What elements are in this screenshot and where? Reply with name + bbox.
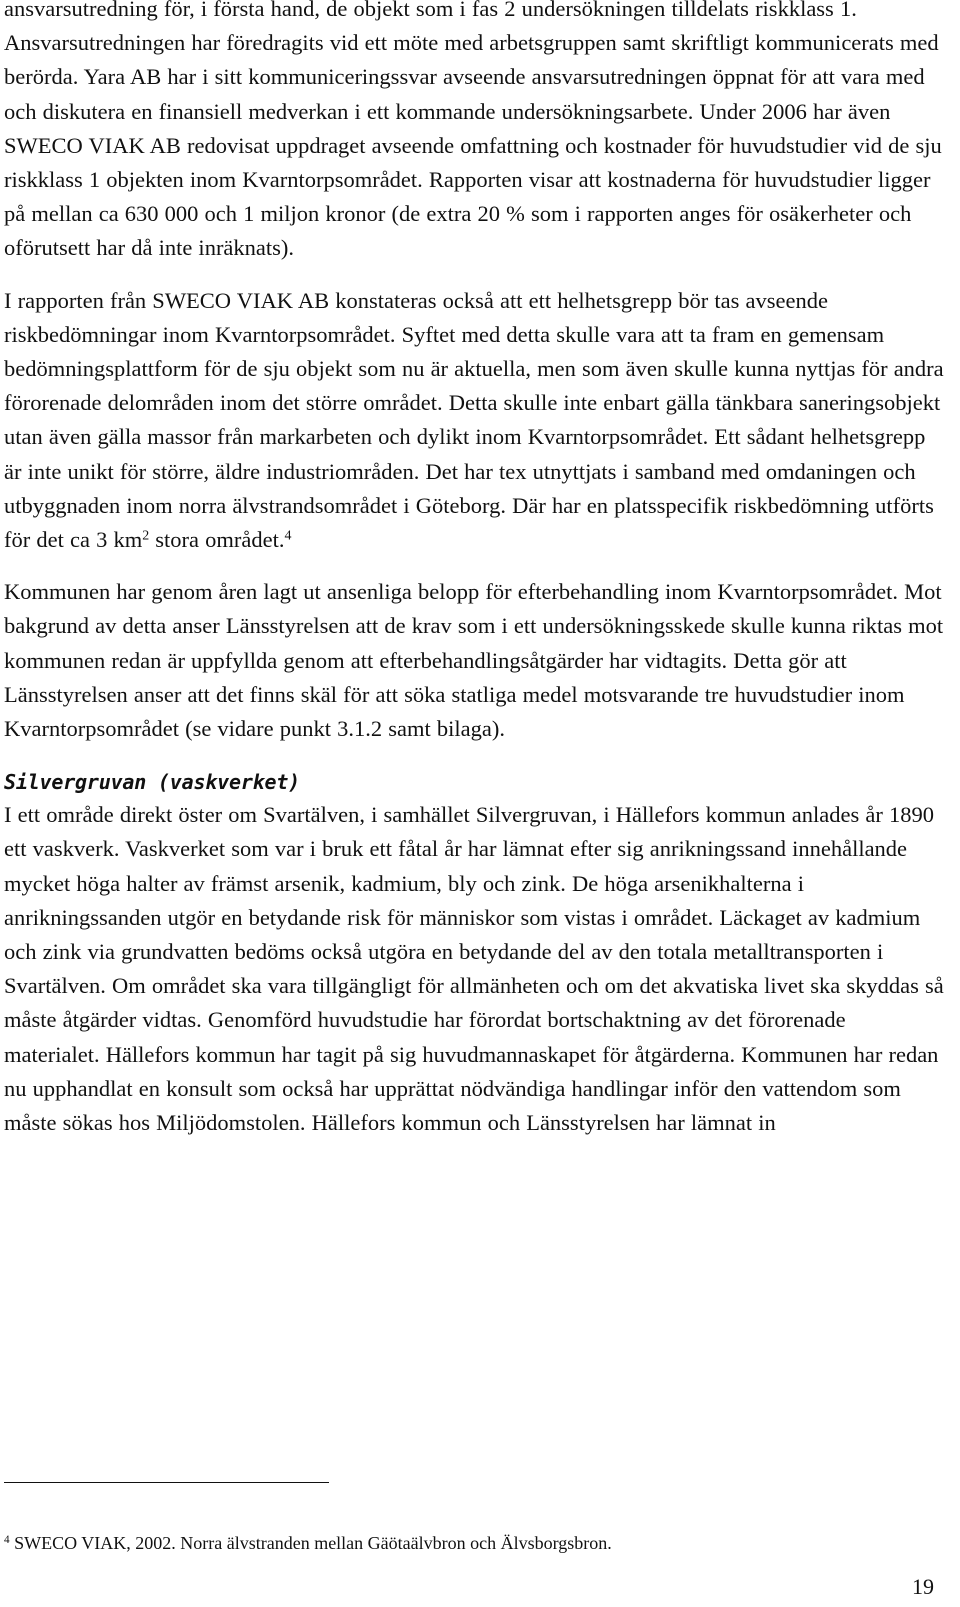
paragraph-kommunen: Kommunen har genom åren lagt ut ansenliga belopp för efterbehandling inom Kvarntorpsområdet. Mot bakgrund av detta anser Länsstyrelsen att de krav som i ett undersökningsskede skulle kunna riktas mot kommunen redan är uppfyllda genom att efterbehandlingsåtgärder har vidtagits. Detta gör att Länsstyrelsen anser att det finns skäl för att söka statliga medel motsvarande tre huvudstudier inom Kvarntorpsområdet (se vidare punkt 3.1.2 samt bilaga). <box>4 579 944 742</box>
paragraph-helhetsgrepp-text: I rapporten från SWECO VIAK AB konstateras också att ett helhetsgrepp bör tas avseende riskbedömningar inom Kvarntorpsområdet. Syftet med detta skulle vara att ta fram en gemensam bedömningsplattform för de sju objekt som nu är aktuella, men som även skulle kunna nyttjas för andra förorenade delområden inom det större området. Detta skulle inte enbart gälla tänkbara saneringsobjekt utan även gälla massor från markarbeten och dylikt inom Kvarntorpsområdet. Ett sådant helhetsgrepp är inte unikt för större, äldre industriområden. Det har tex utnyttjats i samband med omdaningen och utbyggnaden inom norra älvstrandsområdet i Göteborg. Där har en platsspecifik riskbedömning utförts för det ca 3 km <box>4 287 944 553</box>
section-heading-silvergruvan: Silvergruvan (vaskverket) <box>4 770 301 795</box>
footnote-reference[interactable]: 4 <box>284 528 292 544</box>
footnote-separator <box>4 1482 329 1483</box>
footnote-number: 4 <box>4 1533 10 1546</box>
paragraph-helhetsgrepp <box>4 284 944 558</box>
footnote <box>4 1531 612 1555</box>
page-number: 19 <box>912 1574 934 1599</box>
paragraph-silvergruvan: I ett område direkt öster om Svartälven, i samhället Silvergruvan, i Hällefors kommun anlades år 1890 ett vaskverk. Vaskverket som var i bruk ett fåtal år har lämnat efter sig anrikningssand innehållande mycket höga halter av främst arsenik, kadmium, bly och zink. De höga arsenikhalterna i anrikningssanden utgör en betydande risk för människor som vistas i området. Läckaget av kadmium och zink via grundvatten bedöms också utgöra en betydande del av den totala metalltransporten i Svartälven. Om området ska vara tillgängligt för allmänheten och om det akvatiska livet ska skyddas så måste åtgärder vidtas. Genomförd huvudstudie har förordat bortschaktning av det förorenade materialet. Hällefors kommun har tagit på sig huvudmannaskapet för åtgärderna. Kommunen har redan nu upphandlat en konsult som också har upprättat nödvändiga handlingar inför den vattendom som måste sökas hos Miljödomstolen. Hällefors kommun och Länsstyrelsen har lämnat in <box>4 802 944 1136</box>
paragraph-ansvarsutredning: ansvarsutredning för, i första hand, de objekt som i fas 2 undersökningen tilldelats riskklass 1. Ansvarsutredningen har föredragits vid ett möte med arbetsgruppen samt skriftligt kommunicerats med berörda. Yara AB har i sitt kommuniceringssvar avseende ansvarsutredningen öppnat för att vara med och diskutera en finansiell medverkan i ett kommande undersökningsarbete. Under 2006 har även SWECO VIAK AB redovisat uppdraget avseende omfattning och kostnader för huvudstudier vid de sju riskklass 1 objekten inom Kvarntorpsområdet. Rapporten visar att kostnaderna för huvudstudier ligger på mellan ca 630 000 och 1 miljon kronor (de extra 20 % som i rapporten anges för osäkerheter och oförutsett har då inte inräknats). <box>4 0 942 261</box>
document-page <box>4 0 944 1140</box>
paragraph-helhetsgrepp-end: stora området. <box>149 527 285 553</box>
area-unit-superscript: 2 <box>142 528 150 544</box>
footnote-text: SWECO VIAK, 2002. Norra älvstranden mellan Gäötaälvbron och Älvsborgsbron. <box>9 1533 612 1553</box>
